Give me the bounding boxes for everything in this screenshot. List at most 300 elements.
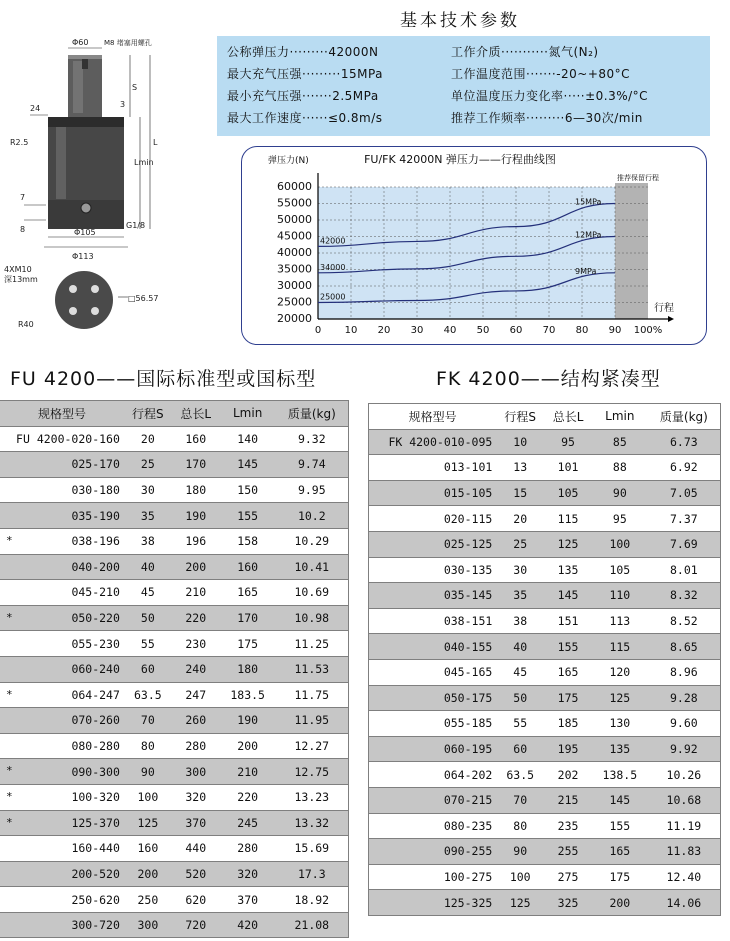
table-cell: 25 [124, 452, 172, 478]
table-row [369, 557, 721, 583]
table-cell: 9.74 [276, 452, 349, 478]
table-row [369, 659, 721, 685]
table-cell: 113 [592, 608, 648, 634]
model-text: 300-720 [71, 918, 120, 933]
table-cell: 60 [124, 656, 172, 682]
fu-header: 行程S [124, 401, 172, 427]
fu-header: 规格型号 [0, 401, 124, 427]
spec-left-1: 公称弹压力·········42000N [227, 45, 379, 59]
table-cell: 9.28 [648, 685, 721, 711]
table-cell: 10.26 [648, 762, 721, 788]
model-cell [0, 912, 124, 938]
x-axis-arrow [668, 316, 674, 322]
table-cell: 280 [220, 836, 276, 862]
model-text: 055-230 [71, 636, 120, 651]
table-cell: 40 [496, 634, 544, 660]
table-cell: 50 [124, 605, 172, 631]
model-cell [0, 554, 124, 580]
dim-m8-note: M8 堵塞用螺孔 [104, 39, 152, 47]
model-text: 030-180 [71, 483, 120, 498]
table-row [0, 631, 349, 657]
table-cell: 320 [172, 784, 220, 810]
y-tick-label: 25000 [277, 295, 312, 309]
table-cell: 105 [544, 480, 592, 506]
table-row [369, 685, 721, 711]
table-cell: 185 [544, 711, 592, 737]
table-cell: 25 [496, 531, 544, 557]
table-cell: 80 [496, 813, 544, 839]
table-cell: 63.5 [496, 762, 544, 788]
model-cell [0, 784, 124, 810]
table-row [0, 503, 349, 529]
table-row [369, 890, 721, 916]
table-cell: 14.06 [648, 890, 721, 916]
model-cell: 060-195 [369, 736, 497, 762]
model-cell: 020-115 [369, 506, 497, 532]
model-text: 050-220 [71, 611, 120, 626]
table-cell: 145 [544, 583, 592, 609]
table-cell: 80 [124, 733, 172, 759]
dim-7: 7 [20, 193, 26, 202]
fu-table [0, 400, 349, 938]
hole-depth: 深13mm [4, 275, 38, 284]
model-cell [0, 887, 124, 913]
table-cell: 9.60 [648, 711, 721, 737]
table-cell: 195 [544, 736, 592, 762]
table-cell: 11.25 [276, 631, 349, 657]
table-cell: 70 [496, 787, 544, 813]
table-cell: 300 [124, 912, 172, 938]
table-cell: 245 [220, 810, 276, 836]
table-cell: 280 [172, 733, 220, 759]
table-cell: 21.08 [276, 912, 349, 938]
x-tick-label: 0 [314, 325, 322, 336]
spec-right-1: 工作介质···········氮气(N₂) [451, 45, 599, 59]
model-cell [0, 631, 124, 657]
table-cell: 55 [496, 711, 544, 737]
table-cell: 220 [172, 605, 220, 631]
series-start-label: 34000 [320, 262, 346, 272]
table-row [369, 787, 721, 813]
table-cell: 165 [592, 839, 648, 865]
series-label: 12MPa [575, 230, 602, 240]
table-cell: 11.95 [276, 708, 349, 734]
model-cell [0, 452, 124, 478]
table-cell: 10 [496, 429, 544, 455]
chart-frame [241, 146, 707, 345]
table-cell: 175 [592, 864, 648, 890]
y-tick-label: 20000 [277, 312, 312, 325]
table-cell: 196 [172, 528, 220, 554]
table-cell: 170 [220, 605, 276, 631]
table-row [369, 736, 721, 762]
table-cell: 135 [544, 557, 592, 583]
table-cell: 720 [172, 912, 220, 938]
table-row [0, 580, 349, 606]
table-row [0, 426, 349, 452]
table-cell: 250 [124, 887, 172, 913]
table-cell: 10.2 [276, 503, 349, 529]
table-cell: 125 [124, 810, 172, 836]
model-cell [0, 733, 124, 759]
model-cell: 040-155 [369, 634, 497, 660]
x-tick-label: 90 [608, 325, 622, 336]
fk-header: 总长L [544, 404, 592, 430]
dim-dia60: Φ60 [72, 38, 89, 47]
table-cell: 6.73 [648, 429, 721, 455]
model-cell: 100-275 [369, 864, 497, 890]
table-cell: 40 [124, 554, 172, 580]
model-cell: 080-235 [369, 813, 497, 839]
table-row [0, 452, 349, 478]
table-cell: 160 [124, 836, 172, 862]
spec-title: 基本技术参数 [400, 11, 520, 31]
table-cell: 155 [220, 503, 276, 529]
table-cell: 125 [592, 685, 648, 711]
x-tick-label: 40 [443, 325, 457, 336]
table-cell: 20 [496, 506, 544, 532]
x-tick-label: 20 [377, 325, 391, 336]
table-row [0, 708, 349, 734]
table-row [0, 477, 349, 503]
table-cell: 35 [124, 503, 172, 529]
table-cell: 11.53 [276, 656, 349, 682]
table-cell: 13.32 [276, 810, 349, 836]
table-cell: 210 [220, 759, 276, 785]
table-cell: 255 [544, 839, 592, 865]
x-tick-label: 100% [633, 325, 663, 336]
table-cell: 90 [592, 480, 648, 506]
y-tick-label: 40000 [277, 246, 312, 259]
table-cell: 320 [220, 861, 276, 887]
fk-table [368, 403, 721, 916]
model-cell: 064-202 [369, 762, 497, 788]
model-cell [0, 605, 124, 631]
table-row [0, 733, 349, 759]
table-cell: 101 [544, 455, 592, 481]
table-cell: 180 [220, 656, 276, 682]
table-cell: 183.5 [220, 682, 276, 708]
force-stroke-chart [242, 147, 706, 344]
table-cell: 9.32 [276, 426, 349, 452]
table-row [0, 887, 349, 913]
table-row [0, 810, 349, 836]
y-tick-label: 60000 [277, 180, 312, 193]
model-text: 038-196 [71, 534, 120, 549]
y-tick-label: 55000 [277, 196, 312, 210]
fk-header-row [369, 404, 721, 430]
table-cell: 10.69 [276, 580, 349, 606]
model-text: 070-260 [71, 713, 120, 728]
table-cell: 160 [220, 554, 276, 580]
table-row [369, 531, 721, 557]
series-start-label: 25000 [320, 292, 346, 302]
table-cell: 12.40 [648, 864, 721, 890]
table-cell: 60 [496, 736, 544, 762]
table-cell: 235 [544, 813, 592, 839]
table-cell: 115 [592, 634, 648, 660]
model-cell: 013-101 [369, 455, 497, 481]
model-cell: 045-165 [369, 659, 497, 685]
table-cell: 300 [172, 759, 220, 785]
table-cell: 115 [544, 506, 592, 532]
spec-box [217, 36, 710, 136]
table-row [369, 634, 721, 660]
dim-8: 8 [20, 225, 26, 234]
table-cell: 10.29 [276, 528, 349, 554]
table-cell: 135 [592, 736, 648, 762]
table-cell: 145 [592, 787, 648, 813]
model-cell [0, 580, 124, 606]
series-start-label: 42000 [320, 236, 346, 246]
y-tick-label: 50000 [277, 213, 312, 226]
table-cell: 150 [220, 477, 276, 503]
dim-dia105: Φ105 [74, 228, 96, 237]
model-text: 060-240 [71, 662, 120, 677]
x-tick-label: 10 [344, 325, 358, 336]
model-cell [0, 426, 124, 452]
table-cell: 520 [172, 861, 220, 887]
model-cell [0, 708, 124, 734]
table-cell: 7.69 [648, 531, 721, 557]
table-row [0, 861, 349, 887]
series-label: 15MPa [575, 197, 602, 207]
model-cell: 025-125 [369, 531, 497, 557]
y-tick-label: 30000 [277, 279, 312, 292]
spec-left-4: 最大工作速度······≤0.8m/s [227, 111, 383, 125]
reserved-stroke-label: 推荐保留行程 [617, 174, 659, 182]
dim-lmin: Lmin [134, 158, 154, 167]
table-cell: 200 [220, 733, 276, 759]
table-cell: 275 [544, 864, 592, 890]
table-cell: 8.65 [648, 634, 721, 660]
table-cell: 155 [544, 634, 592, 660]
table-cell: 90 [496, 839, 544, 865]
table-cell: 202 [544, 762, 592, 788]
table-cell: 170 [172, 452, 220, 478]
model-cell: 125-325 [369, 890, 497, 916]
model-cell: 070-215 [369, 787, 497, 813]
table-cell: 11.19 [648, 813, 721, 839]
table-cell: 18.92 [276, 887, 349, 913]
recommended-star: * [6, 533, 13, 547]
model-cell [0, 682, 124, 708]
table-cell: 120 [592, 659, 648, 685]
table-cell: 620 [172, 887, 220, 913]
table-cell: 63.5 [124, 682, 172, 708]
table-cell: 45 [124, 580, 172, 606]
table-cell: 8.52 [648, 608, 721, 634]
model-cell [0, 759, 124, 785]
table-row [0, 682, 349, 708]
table-cell: 200 [172, 554, 220, 580]
recommended-star: * [6, 687, 13, 701]
table-cell: 100 [496, 864, 544, 890]
dim-r40: R40 [18, 320, 34, 329]
table-cell: 9.95 [276, 477, 349, 503]
table-cell: 10.98 [276, 605, 349, 631]
table-cell: 38 [496, 608, 544, 634]
table-row [369, 429, 721, 455]
fu-header: 总长L [172, 401, 220, 427]
table-row [369, 455, 721, 481]
table-cell: 11.75 [276, 682, 349, 708]
table-cell: 6.92 [648, 455, 721, 481]
table-cell: 15.69 [276, 836, 349, 862]
fu-header-row [0, 401, 349, 427]
table-cell: 85 [592, 429, 648, 455]
table-cell: 138.5 [592, 762, 648, 788]
table-cell: 95 [592, 506, 648, 532]
dim-3: 3 [120, 100, 126, 109]
table-cell: 30 [496, 557, 544, 583]
model-cell [0, 836, 124, 862]
model-cell [0, 810, 124, 836]
fk-header: 行程S [496, 404, 544, 430]
spec-right-3: 单位温度压力变化率·····±0.3%/°C [451, 89, 649, 103]
model-cell: 055-185 [369, 711, 497, 737]
dim-sq: □56.57 [128, 294, 159, 303]
table-cell: 175 [544, 685, 592, 711]
model-text: 035-190 [71, 508, 120, 523]
table-row [369, 480, 721, 506]
table-cell: 12.75 [276, 759, 349, 785]
fu-table-title: FU 4200——国际标准型或国标型 [10, 368, 317, 390]
table-cell: 100 [592, 531, 648, 557]
table-cell: 10.68 [648, 787, 721, 813]
product-drawing [0, 15, 215, 345]
model-cell: 015-105 [369, 480, 497, 506]
model-cell [0, 503, 124, 529]
fu-header: 质量(kg) [276, 401, 349, 427]
table-cell: 125 [544, 531, 592, 557]
table-row [0, 836, 349, 862]
fk-header: 规格型号 [369, 404, 497, 430]
table-cell: 13.23 [276, 784, 349, 810]
table-cell: 45 [496, 659, 544, 685]
dim-24: 24 [30, 104, 41, 113]
model-text: 250-620 [71, 892, 120, 907]
table-cell: 215 [544, 787, 592, 813]
dim-g18: G1/8 [126, 221, 146, 230]
model-cell: 035-145 [369, 583, 497, 609]
table-cell: 247 [172, 682, 220, 708]
model-text: FU 4200-020-160 [16, 431, 120, 446]
table-cell: 230 [172, 631, 220, 657]
table-cell: 220 [220, 784, 276, 810]
table-cell: 200 [124, 861, 172, 887]
fk-header: Lmin [592, 404, 648, 430]
hole-spec: 4XM10 [4, 265, 32, 274]
model-text: 125-370 [71, 815, 120, 830]
x-tick-label: 30 [410, 325, 424, 336]
y-axis-label: 弹压力(N) [268, 156, 309, 166]
table-row [369, 839, 721, 865]
table-cell: 17.3 [276, 861, 349, 887]
y-tick-label: 35000 [277, 262, 312, 276]
table-cell: 260 [172, 708, 220, 734]
spec-left-2: 最大充气压强·········15MPa [227, 67, 384, 81]
table-cell: 175 [220, 631, 276, 657]
series-label: 9MPa [575, 266, 597, 276]
table-cell: 7.05 [648, 480, 721, 506]
table-cell: 7.37 [648, 506, 721, 532]
table-cell: 370 [220, 887, 276, 913]
table-cell: 155 [592, 813, 648, 839]
model-cell [0, 656, 124, 682]
model-cell [0, 861, 124, 887]
table-cell: 240 [172, 656, 220, 682]
table-cell: 88 [592, 455, 648, 481]
table-row [0, 554, 349, 580]
model-text: 025-170 [71, 457, 120, 472]
table-cell: 140 [220, 426, 276, 452]
table-cell: 95 [544, 429, 592, 455]
model-text: 090-300 [71, 764, 120, 779]
fu-header: Lmin [220, 401, 276, 427]
table-cell: 105 [592, 557, 648, 583]
model-text: 040-200 [71, 559, 120, 574]
recommended-star: * [6, 789, 13, 803]
table-row [0, 528, 349, 554]
table-cell: 200 [592, 890, 648, 916]
table-cell: 210 [172, 580, 220, 606]
fk-table-title: FK 4200——结构紧凑型 [436, 368, 661, 390]
recommended-star: * [6, 764, 13, 778]
table-cell: 420 [220, 912, 276, 938]
table-cell: 160 [172, 426, 220, 452]
table-cell: 151 [544, 608, 592, 634]
x-tick-label: 60 [509, 325, 523, 336]
table-row [0, 605, 349, 631]
model-text: 045-210 [71, 585, 120, 600]
table-row [0, 656, 349, 682]
table-cell: 125 [496, 890, 544, 916]
table-row [0, 759, 349, 785]
table-row [0, 912, 349, 938]
table-cell: 325 [544, 890, 592, 916]
table-cell: 8.32 [648, 583, 721, 609]
table-cell: 165 [544, 659, 592, 685]
table-cell: 190 [172, 503, 220, 529]
table-cell: 165 [220, 580, 276, 606]
recommended-star: * [6, 815, 13, 829]
table-row [369, 711, 721, 737]
fk-header: 质量(kg) [648, 404, 721, 430]
table-cell: 20 [124, 426, 172, 452]
table-cell: 110 [592, 583, 648, 609]
dim-s: S [132, 83, 138, 92]
model-cell [0, 477, 124, 503]
model-cell [0, 528, 124, 554]
model-text: 160-440 [71, 841, 120, 856]
table-row [369, 762, 721, 788]
table-cell: 130 [592, 711, 648, 737]
x-tick-label: 70 [542, 325, 556, 336]
table-cell: 8.96 [648, 659, 721, 685]
table-cell: 145 [220, 452, 276, 478]
table-cell: 180 [172, 477, 220, 503]
table-cell: 35 [496, 583, 544, 609]
table-row [369, 864, 721, 890]
spec-left-3: 最小充气压强·······2.5MPa [227, 89, 379, 103]
spec-right-2: 工作温度范围·······-20~+80°C [451, 67, 631, 81]
table-cell: 50 [496, 685, 544, 711]
recommended-star: * [6, 610, 13, 624]
table-cell: 90 [124, 759, 172, 785]
table-cell: 370 [172, 810, 220, 836]
table-cell: 11.83 [648, 839, 721, 865]
